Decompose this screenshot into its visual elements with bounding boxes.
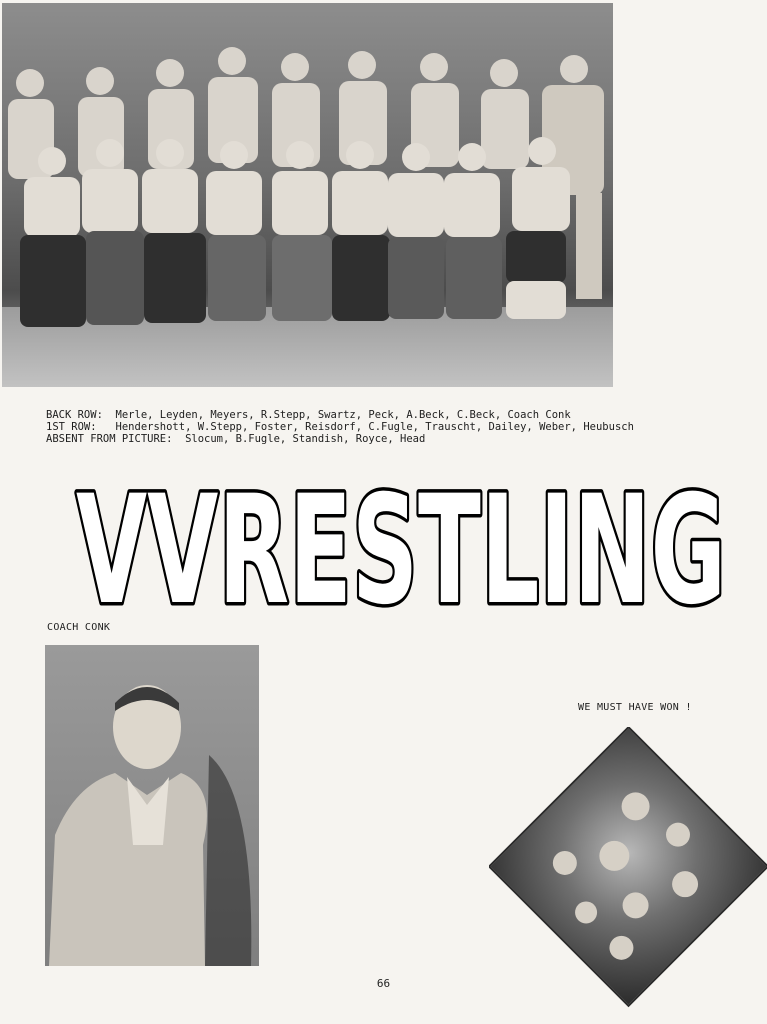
page-title-text: VVRESTLING	[76, 464, 726, 626]
celebrating-crowd	[491, 729, 767, 1005]
caption-absent: ABSENT FROM PICTURE: Slocum, B.Fugle, Standish, Royce, Head	[46, 433, 426, 445]
win-photo	[489, 727, 767, 1007]
team-caption	[46, 409, 646, 445]
caption-back-row: BACK ROW: Merle, Leyden, Meyers, R.Stepp, Swartz, Peck, A.Beck, C.Beck, Coach Conk	[46, 409, 571, 421]
page-title	[66, 456, 736, 626]
page-number: 66	[376, 977, 391, 990]
coach-portrait	[45, 645, 259, 966]
team-photo	[2, 3, 613, 387]
back-row-figures	[8, 47, 529, 179]
coach-photo	[45, 645, 259, 966]
win-label: WE MUST HAVE WON !	[578, 702, 692, 713]
team-silhouettes	[2, 3, 613, 387]
caption-first-row: 1ST ROW: Hendershott, W.Stepp, Foster, Reisdorf, C.Fugle, Trauscht, Dailey, Weber, Heubusch	[46, 421, 634, 433]
coach-label: COACH CONK	[47, 622, 111, 633]
